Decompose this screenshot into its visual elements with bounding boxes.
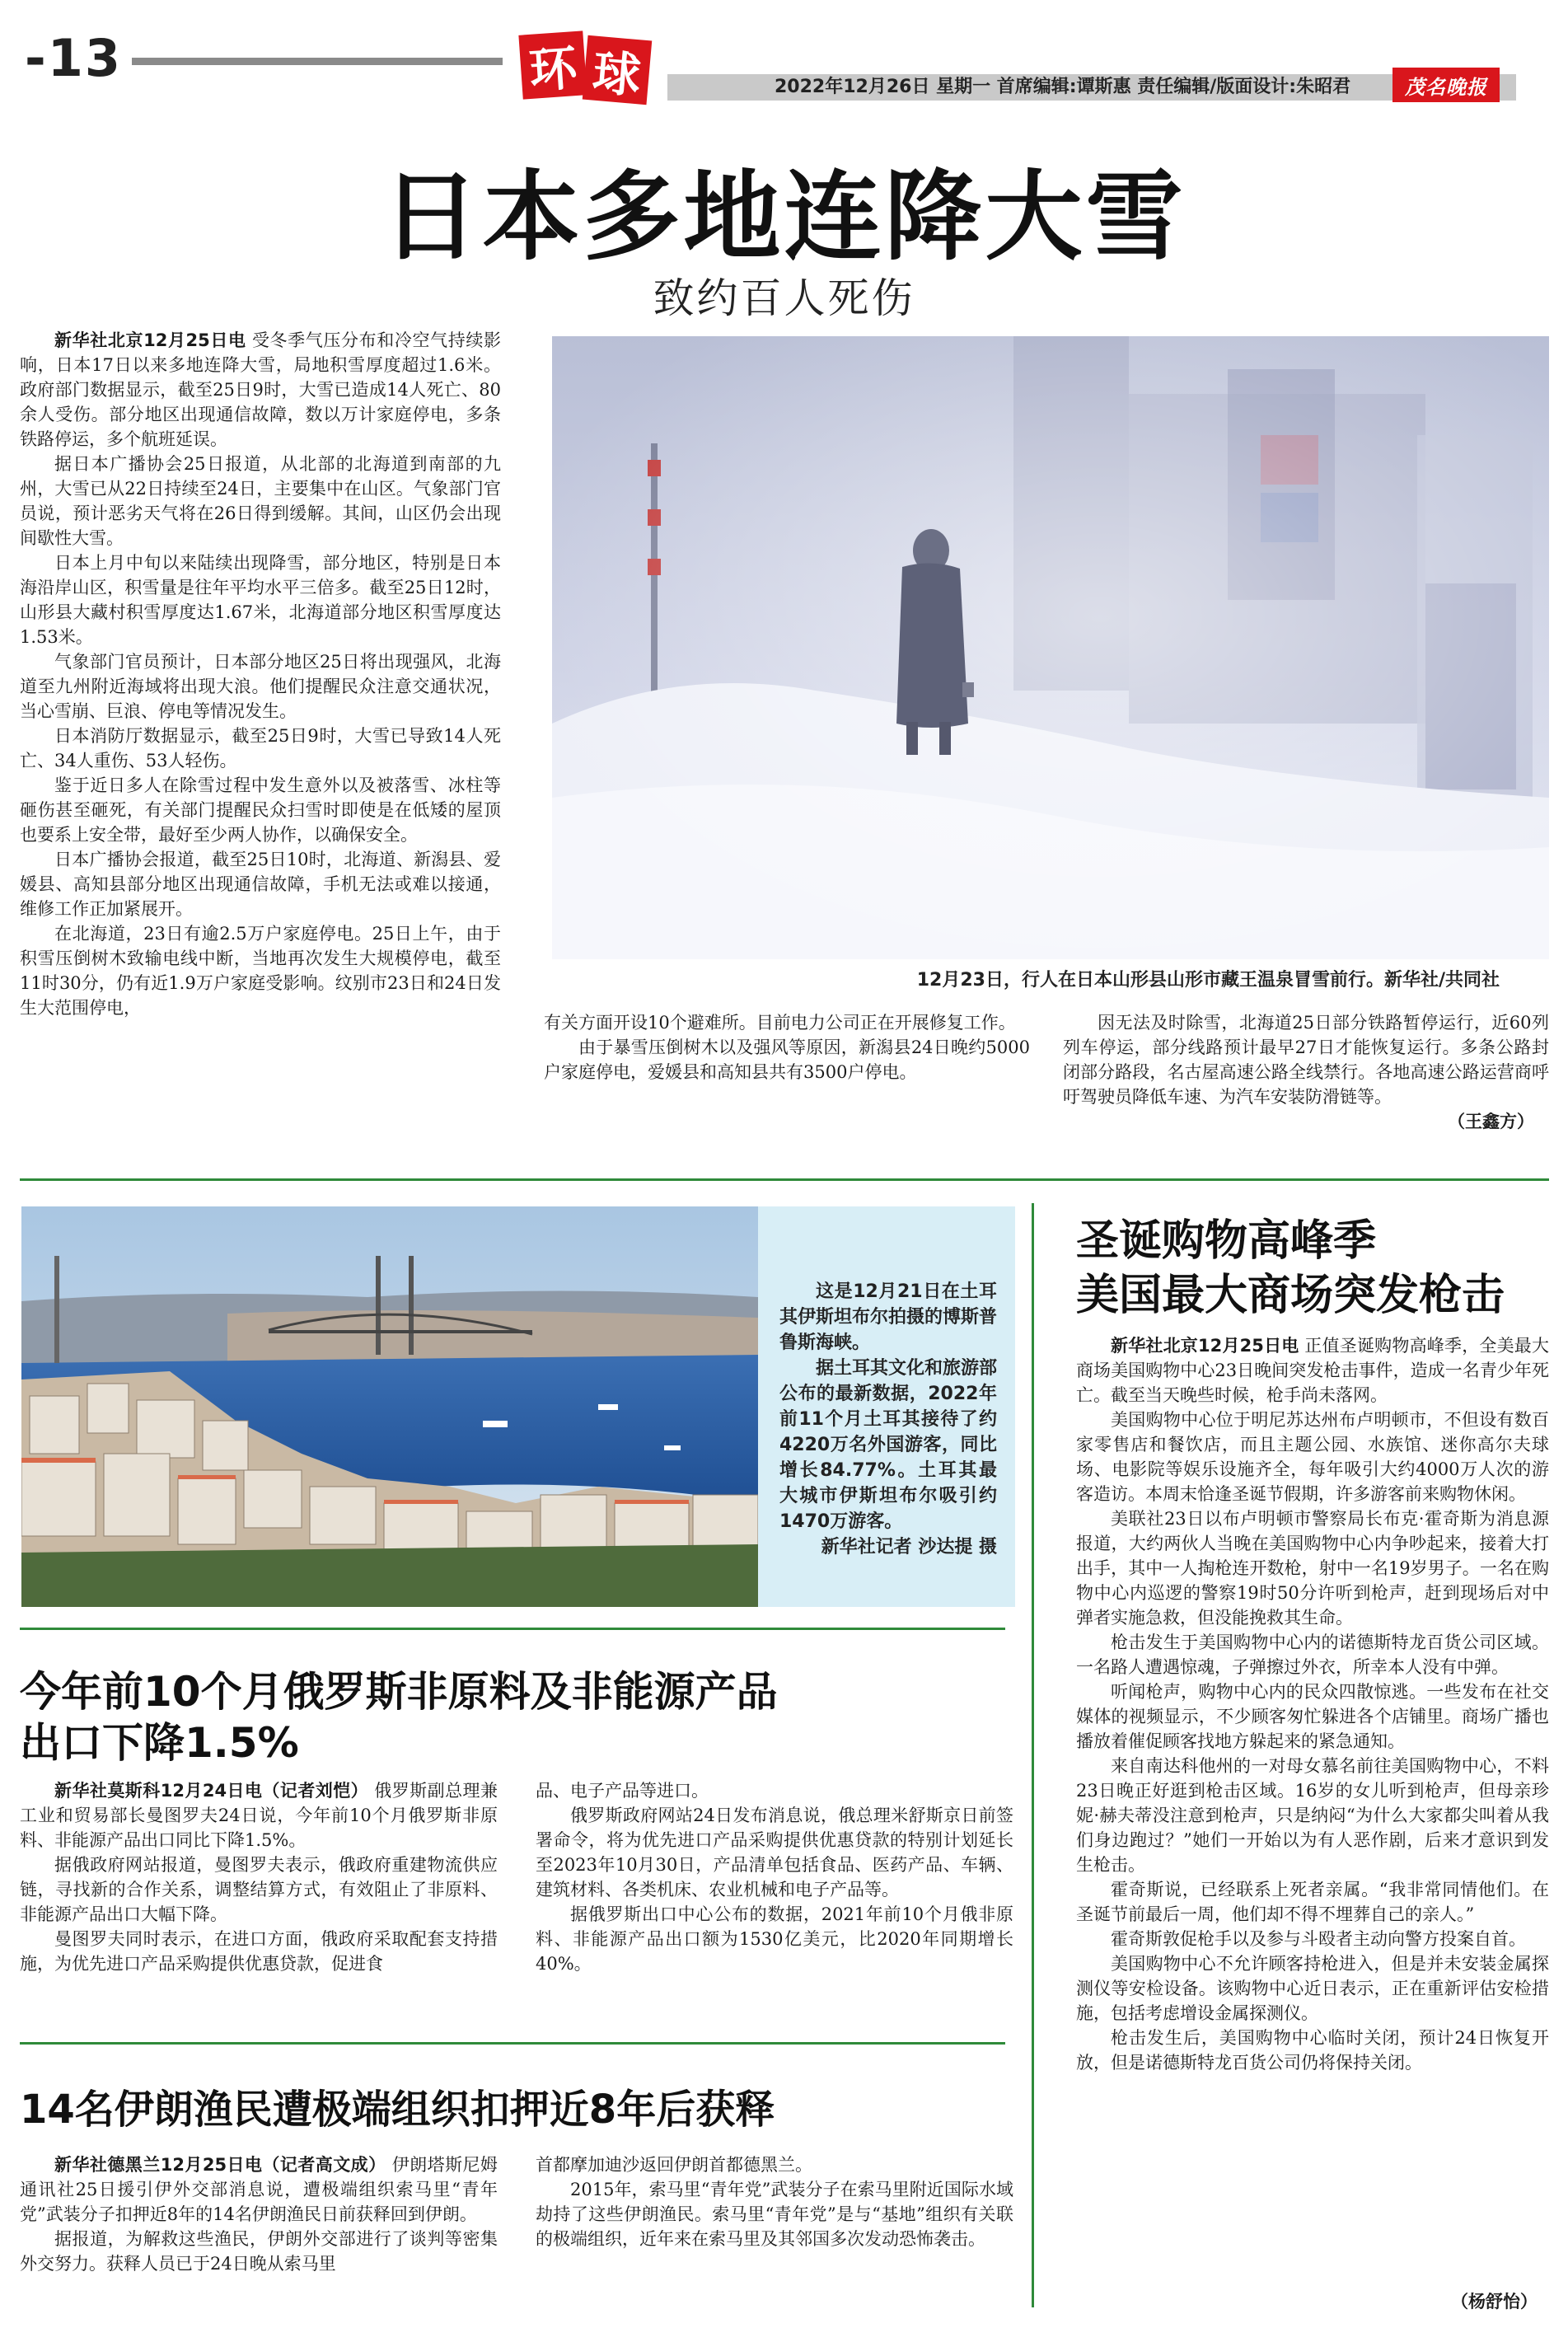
paragraph bbox=[20, 328, 501, 452]
paragraph bbox=[1076, 1506, 1549, 1630]
paragraph bbox=[20, 2152, 498, 2227]
iran-column-1 bbox=[20, 2152, 498, 2276]
istanbul-photo bbox=[21, 1206, 758, 1607]
snow-photo-caption: 12月23日，行人在日本山形县山形市藏王温泉冒雪前行。新华社/共同社 bbox=[916, 970, 1500, 991]
paragraph-text: 因无法及时除雪，北海道25日部分铁路暂停运行，近60列列车停运，部分线路预计最早27日才能恢复运行。多条公路封闭部分路段，名古屋高速公路全线禁行。各地高速公路运营商呼吁驾驶员降低车速、为汽车安装防滑链等。 bbox=[1063, 1013, 1549, 1107]
dateline: 新华社北京12月25日电 bbox=[54, 330, 246, 350]
paragraph-text: 霍奇斯说，已经联系上死者亲属。“我非常同情他们。在圣诞节前最后一周，他们却不得不埋葬自己的亲人。” bbox=[1076, 1880, 1549, 1924]
lead-column-3 bbox=[1063, 1010, 1549, 1109]
paragraph bbox=[20, 2227, 498, 2276]
paragraph bbox=[20, 550, 501, 649]
paragraph-text: 正值圣诞购物高峰季，全美最大商场美国购物中心23日晚间突发枪击事件，造成一名青少年死亡。截至当天晚些时候，枪手尚未落网。 bbox=[1076, 1336, 1550, 1405]
section-stamp bbox=[521, 33, 653, 105]
paragraph bbox=[1076, 1927, 1549, 1951]
paragraph-text: 美国购物中心不允许顾客持枪进入，但是并未安装金属探测仪等安检设备。该购物中心近日表示，正在重新评估安检措施，包括考虑增设金属探测仪。 bbox=[1076, 1954, 1549, 2023]
paragraph-text: 鉴于近日多人在除雪过程中发生意外以及被落雪、冰柱等砸伤甚至砸死，有关部门提醒民众扫雪时即使是在低矮的屋顶也要系上安全带，最好至少两人协作，以确保安全。 bbox=[20, 775, 501, 845]
dateline: 新华社莫斯科12月24日电（记者刘恺） bbox=[54, 1781, 369, 1801]
dateline: 新华社德黑兰12月25日电（记者高文成） bbox=[54, 2155, 386, 2175]
paragraph bbox=[1076, 1408, 1549, 1506]
newspaper-logo: 茂名晚报 bbox=[1392, 68, 1500, 102]
paragraph bbox=[20, 1927, 498, 1976]
paragraph bbox=[1076, 1679, 1549, 1754]
paragraph-text: 品、电子产品等进口。 bbox=[536, 1781, 709, 1801]
paragraph bbox=[20, 724, 501, 773]
paragraph bbox=[544, 1035, 1030, 1084]
section-divider-main bbox=[20, 1178, 1549, 1181]
paragraph bbox=[20, 649, 501, 724]
paragraph-text: 有关方面开设10个避难所。目前电力公司正在开展修复工作。 bbox=[544, 1013, 1016, 1033]
russia-column-2 bbox=[536, 1778, 1013, 1976]
paragraph-text: 据俄政府网站报道，曼图罗夫表示，俄政府重建物流供应链，寻找新的合作关系，调整结算方式，有效阻止了非原料、非能源产品出口大幅下降。 bbox=[20, 1855, 498, 1924]
paragraph bbox=[536, 1902, 1013, 1976]
paragraph-text: 枪击发生于美国购物中心内的诺德斯特龙百货公司区域。一名路人遭遇惊魂，子弹擦过外衣，所幸本人没有中弹。 bbox=[1076, 1632, 1549, 1677]
russia-title-1: 今年前10个月俄罗斯非原料及非能源产品 bbox=[20, 1668, 778, 1716]
russia-column-1 bbox=[20, 1778, 498, 1976]
paragraph bbox=[1076, 1333, 1549, 1408]
paragraph-text: 2015年，索马里“青年党”武装分子在索马里附近国际水域劫持了这些伊朗渔民。索马里“青年党”是与“基地”组织有关联的极端组织，近年来在索马里及其邻国多次发动恐怖袭击。 bbox=[536, 2180, 1013, 2249]
usa-column bbox=[1076, 1333, 1549, 2075]
usa-title-2: 美国最大商场突发枪击 bbox=[1076, 1271, 1505, 1320]
snow-photo bbox=[552, 336, 1549, 959]
paragraph-text: 美联社23日以布卢明顿市警察局长布克·霍奇斯为消息源报道，大约两伙人当晚在美国购物中心内争吵起来，接着大打出手，其中一人掏枪连开数枪，射中一名19岁男子。一名在购物中心内巡逻的警察19时50分许听到枪声，赶到现场后对中弹者实施急救，但没能挽救其生命。 bbox=[1076, 1509, 1549, 1628]
lead-title: 日本多地连降大雪 bbox=[381, 160, 1187, 274]
paragraph-text: 在北海道，23日有逾2.5万户家庭停电。25日上午，由于积雪压倒树木致输电线中断，当地再次发生大规模停电，截至11时30分，仍有近1.9万户家庭受影响。纹别市23日和24日发生大范围停电， bbox=[20, 924, 501, 1018]
usa-title-1: 圣诞购物高峰季 bbox=[1076, 1216, 1377, 1266]
istanbul-caption bbox=[758, 1206, 1015, 1607]
header-meta: 2022年12月26日 星期一 首席编辑:谭斯惠 责任编辑/版面设计:朱昭君 bbox=[775, 77, 1351, 97]
paragraph-text: 日本消防厅数据显示，截至25日9时，大雪已导致14人死亡、34人重伤、53人轻伤。 bbox=[20, 726, 501, 771]
paragraph-text: 伊朗塔斯尼姆通讯社25日援引伊外交部消息说，遭极端组织索马里“青年党”武装分子扣押近8年的14名伊朗渔民日前获释回到伊朗。 bbox=[20, 2155, 498, 2224]
paragraph bbox=[536, 2152, 1013, 2177]
paragraph-text: 俄罗斯副总理兼工业和贸易部长曼图罗夫24日说，今年前10个月俄罗斯非原料、非能源产品出口同比下降1.5%。 bbox=[20, 1781, 498, 1850]
paragraph-text: 气象部门官员预计，日本部分地区25日将出现强风，北海道至九州附近海域将出现大浪。他们提醒民众注意交通状况，当心雪崩、巨浪、停电等情况发生。 bbox=[20, 652, 501, 721]
paragraph bbox=[20, 847, 501, 921]
paragraph bbox=[544, 1010, 1030, 1035]
lead-byline-wrap bbox=[1063, 1109, 1534, 1134]
paragraph-text: 据俄罗斯出口中心公布的数据，2021年前10个月俄非原料、非能源产品出口额为1530亿美元，比2020年同期增长40%。 bbox=[536, 1904, 1013, 1974]
paragraph-text: 日本上月中旬以来陆续出现降雪，部分地区，特别是日本海沿岸山区，积雪量是往年平均水平三倍多。截至25日12时，山形县大藏村积雪厚度达1.67米，北海道部分地区积雪厚度达1.53米。 bbox=[20, 553, 501, 647]
paragraph-text: 日本广播协会报道，截至25日10时，北海道、新潟县、爱媛县、高知县部分地区出现通信故障，手机无法或难以接通，维修工作正加紧展开。 bbox=[20, 850, 501, 919]
paragraph bbox=[1063, 1010, 1549, 1109]
paragraph-text: 来自南达科他州的一对母女慕名前往美国购物中心，不料23日晚正好逛到枪击区域。16岁的女儿听到枪声，但母亲珍妮·赫夫蒂没注意到枪声，只是纳闷“为什么大家都尖叫着从我们身边跑过？”她们一开始以为有人恶作剧，后来才意识到发生枪击。 bbox=[1076, 1756, 1549, 1875]
section-divider-iran bbox=[20, 2042, 1005, 2045]
usa-byline-wrap bbox=[1076, 2289, 1538, 2314]
istanbul-caption-line-2: 据土耳其文化和旅游部公布的最新数据，2022年前11个月土耳其接待了约4220万名外国游客，同比增长84.77%。土耳其最大城市伊斯坦布尔吸引约1470万游客。 bbox=[779, 1358, 998, 1532]
page-number: -13 bbox=[25, 28, 123, 88]
paragraph-text: 由于暴雪压倒树木以及强风等原因，新潟县24日晚约5000户家庭停电，爱媛县和高知县共有3500户停电。 bbox=[544, 1038, 1030, 1082]
paragraph bbox=[1076, 1877, 1549, 1927]
paragraph bbox=[20, 921, 501, 1020]
paragraph bbox=[536, 1778, 1013, 1803]
lead-column-1 bbox=[20, 328, 501, 1020]
paragraph bbox=[536, 2177, 1013, 2251]
paragraph-text: 枪击发生后，美国购物中心临时关闭，预计24日恢复开放，但是诺德斯特龙百货公司仍将保持关闭。 bbox=[1076, 2028, 1549, 2073]
iran-column-2 bbox=[536, 2152, 1013, 2251]
usa-byline: （杨舒怡） bbox=[1451, 2292, 1538, 2312]
paragraph bbox=[1076, 1630, 1549, 1679]
paragraph-text: 听闻枪声，购物中心内的民众四散惊逃。一些发布在社交媒体的视频显示，不少顾客匆忙躲进各个店铺里。商场广播也播放着催促顾客找地方躲起来的紧急通知。 bbox=[1076, 1682, 1549, 1751]
paragraph bbox=[20, 1778, 498, 1853]
paragraph-text: 首都摩加迪沙返回伊朗首都德黑兰。 bbox=[536, 2155, 812, 2175]
russia-title-2: 出口下降1.5% bbox=[20, 1719, 299, 1767]
istanbul-caption-line-1: 这是12月21日在土耳其伊斯坦布尔拍摄的博斯普鲁斯海峡。 bbox=[779, 1281, 998, 1353]
paragraph bbox=[20, 1853, 498, 1927]
paragraph-text: 据报道，为解救这些渔民，伊朗外交部进行了谈判等密集外交努力。获释人员已于24日晚从索马里 bbox=[20, 2229, 498, 2274]
paragraph-text: 曼图罗夫同时表示，在进口方面，俄政府采取配套支持措施，为优先进口产品采购提供优惠贷款，促进食 bbox=[20, 1929, 498, 1974]
paragraph bbox=[20, 773, 501, 847]
section-char-1: 环 bbox=[518, 30, 587, 99]
dateline: 新华社北京12月25日电 bbox=[1111, 1336, 1299, 1356]
column-divider-right bbox=[1032, 1203, 1034, 2307]
header-rule bbox=[132, 58, 503, 65]
iran-title: 14名伊朗渔民遭极端组织扣押近8年后获释 bbox=[20, 2087, 775, 2133]
paragraph-text: 受冬季气压分布和冷空气持续影响，日本17日以来多地连降大雪，局地积雪厚度超过1.6米。政府部门数据显示，截至25日9时，大雪已造成14人死亡、80余人受伤。部分地区出现通信故障，数以万计家庭停电，多条铁路停运，多个航班延误。 bbox=[20, 330, 501, 449]
paragraph-text: 据日本广播协会25日报道，从北部的北海道到南部的九州，大雪已从22日持续至24日，主要集中在山区。气象部门官员说，预计恶劣天气将在26日得到缓解。其间，山区仍会出现间歇性大雪。 bbox=[20, 454, 501, 548]
istanbul-credit: 新华社记者 沙达提 摄 bbox=[821, 1537, 997, 1557]
paragraph bbox=[20, 452, 501, 550]
paragraph-text: 俄罗斯政府网站24日发布消息说，俄总理米舒斯京日前签署命令，将为优先进口产品采购提供优惠贷款的特别计划延长至2023年10月30日，产品清单包括食品、医药产品、车辆、建筑材料、各类机床、农业机械和电子产品等。 bbox=[536, 1806, 1013, 1899]
lead-column-2 bbox=[544, 1010, 1030, 1084]
paragraph bbox=[1076, 1951, 1549, 2026]
lead-byline: （王鑫方） bbox=[1448, 1112, 1534, 1131]
paragraph bbox=[1076, 1754, 1549, 1877]
paragraph-text: 美国购物中心位于明尼苏达州布卢明顿市，不但设有数百家零售店和餐饮店，而且主题公园、水族馆、迷你高尔夫球场、电影院等娱乐设施齐全，每年吸引大约4000万人次的游客造访。本周末恰逢圣诞节假期，许多游客前来购物休闲。 bbox=[1076, 1410, 1549, 1504]
lead-subtitle: 致约百人死伤 bbox=[653, 274, 915, 322]
paragraph bbox=[536, 1803, 1013, 1902]
section-char-2: 球 bbox=[583, 35, 653, 105]
section-divider-russia bbox=[20, 1628, 1005, 1630]
paragraph bbox=[1076, 2026, 1549, 2075]
paragraph-text: 霍奇斯敦促枪手以及参与斗殴者主动向警方投案自首。 bbox=[1111, 1929, 1526, 1949]
